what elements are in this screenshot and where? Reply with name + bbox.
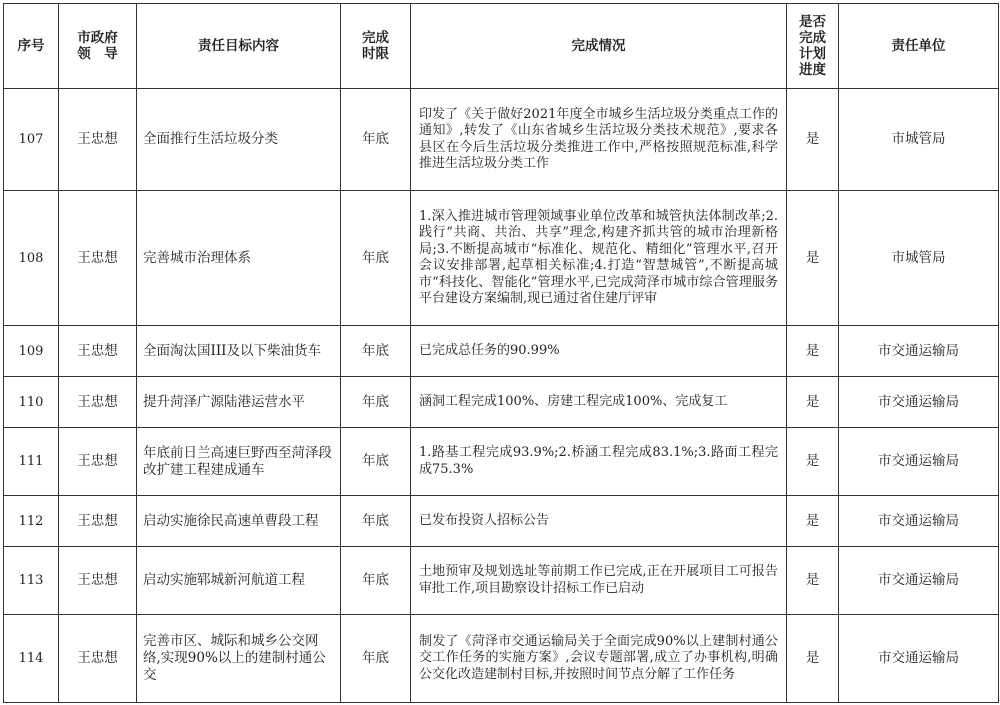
cell-on-plan: 是 [787, 191, 839, 326]
cell-content: 全面推行生活垃圾分类 [137, 89, 341, 191]
table-row [4, 89, 999, 191]
table-row [4, 377, 999, 428]
cell-serial: 112 [4, 496, 59, 547]
cell-deadline: 年底 [341, 615, 411, 703]
table-row [4, 191, 999, 326]
header-on-plan-line3: 计划 [799, 46, 826, 62]
cell-status: 已发布投资人招标公告 [411, 496, 787, 547]
header-on-plan [787, 4, 839, 89]
cell-on-plan: 是 [787, 377, 839, 428]
cell-leader: 王忠想 [59, 496, 137, 547]
cell-serial: 108 [4, 191, 59, 326]
table-row [4, 615, 999, 703]
cell-unit: 市交通运输局 [839, 428, 999, 496]
cell-serial: 107 [4, 89, 59, 191]
cell-on-plan: 是 [787, 428, 839, 496]
header-row [4, 4, 999, 89]
cell-serial: 110 [4, 377, 59, 428]
cell-status: 1.路基工程完成93.9%;2.桥涵工程完成83.1%;3.路面工程完成75.3% [411, 428, 787, 496]
header-deadline-line2: 时限 [362, 46, 389, 62]
table-row [4, 326, 999, 377]
cell-leader: 王忠想 [59, 191, 137, 326]
cell-deadline: 年底 [341, 496, 411, 547]
cell-leader: 王忠想 [59, 547, 137, 615]
header-serial: 序号 [4, 4, 59, 89]
header-content: 责任目标内容 [137, 4, 341, 89]
cell-content: 提升菏泽广源陆港运营水平 [137, 377, 341, 428]
responsibility-table [3, 3, 999, 703]
cell-unit: 市交通运输局 [839, 496, 999, 547]
cell-content: 年底前日兰高速巨野西至菏泽段改扩建工程建成通车 [137, 428, 341, 496]
cell-status: 已完成总任务的90.99% [411, 326, 787, 377]
cell-content: 启动实施郓城新河航道工程 [137, 547, 341, 615]
header-deadline [341, 4, 411, 89]
cell-on-plan: 是 [787, 89, 839, 191]
cell-status: 1.深入推进城市管理领域事业单位改革和城管执法体制改革;2.践行“共商、共治、共享”理念,构建齐抓共管的城市治理新格局;3.不断提高城市“标准化、规范化、精细化”管理水平,召开会议安排部署,起草相关标准;4.打造“智慧城管”,不断提高城市“科技化、智能化”管理水平,已完成菏泽市城市综合管理服务平台建设方案编制,现已通过省住建厅评审 [411, 191, 787, 326]
header-on-plan-line1: 是否 [799, 14, 826, 30]
header-on-plan-line2: 完成 [799, 30, 826, 46]
cell-leader: 王忠想 [59, 377, 137, 428]
cell-serial: 109 [4, 326, 59, 377]
cell-unit: 市城管局 [839, 191, 999, 326]
cell-serial: 111 [4, 428, 59, 496]
cell-deadline: 年底 [341, 191, 411, 326]
header-status: 完成情况 [411, 4, 787, 89]
cell-unit: 市交通运输局 [839, 547, 999, 615]
cell-unit: 市交通运输局 [839, 377, 999, 428]
table-row [4, 547, 999, 615]
cell-leader: 王忠想 [59, 89, 137, 191]
cell-deadline: 年底 [341, 377, 411, 428]
cell-content: 完善城市治理体系 [137, 191, 341, 326]
cell-serial: 114 [4, 615, 59, 703]
table-row [4, 496, 999, 547]
header-deadline-line1: 完成 [362, 30, 389, 46]
header-on-plan-line4: 进度 [799, 62, 826, 78]
cell-status: 印发了《关于做好2021年度全市城乡生活垃圾分类重点工作的通知》,转发了《山东省城乡生活垃圾分类技术规范》,要求各县区在今后生活垃圾分类推进工作中,严格按照规范标准,科学推进生活垃圾分类工作 [411, 89, 787, 191]
header-leader-line1: 市政府 [77, 30, 118, 46]
cell-on-plan: 是 [787, 547, 839, 615]
cell-content: 启动实施徐民高速单曹段工程 [137, 496, 341, 547]
cell-leader: 王忠想 [59, 326, 137, 377]
cell-leader: 王忠想 [59, 428, 137, 496]
cell-status: 涵洞工程完成100%、房建工程完成100%、完成复工 [411, 377, 787, 428]
cell-content: 完善市区、城际和城乡公交网络,实现90%以上的建制村通公交 [137, 615, 341, 703]
cell-content: 全面淘汰国III及以下柴油货车 [137, 326, 341, 377]
cell-status: 土地预审及规划选址等前期工作已完成,正在开展项目工可报告审批工作,项目勘察设计招标工作已启动 [411, 547, 787, 615]
table-row [4, 428, 999, 496]
cell-on-plan: 是 [787, 615, 839, 703]
cell-status: 制发了《菏泽市交通运输局关于全面完成90%以上建制村通公交工作任务的实施方案》,会议专题部署,成立了办事机构,明确公交化改造建制村目标,并按照时间节点分解了工作任务 [411, 615, 787, 703]
cell-on-plan: 是 [787, 326, 839, 377]
cell-deadline: 年底 [341, 326, 411, 377]
cell-unit: 市交通运输局 [839, 326, 999, 377]
cell-deadline: 年底 [341, 89, 411, 191]
cell-deadline: 年底 [341, 547, 411, 615]
cell-unit: 市交通运输局 [839, 615, 999, 703]
cell-deadline: 年底 [341, 428, 411, 496]
cell-leader: 王忠想 [59, 615, 137, 703]
cell-on-plan: 是 [787, 496, 839, 547]
cell-unit: 市城管局 [839, 89, 999, 191]
header-leader [59, 4, 137, 89]
header-unit: 责任单位 [839, 4, 999, 89]
header-leader-line2: 领 导 [77, 46, 118, 62]
cell-serial: 113 [4, 547, 59, 615]
